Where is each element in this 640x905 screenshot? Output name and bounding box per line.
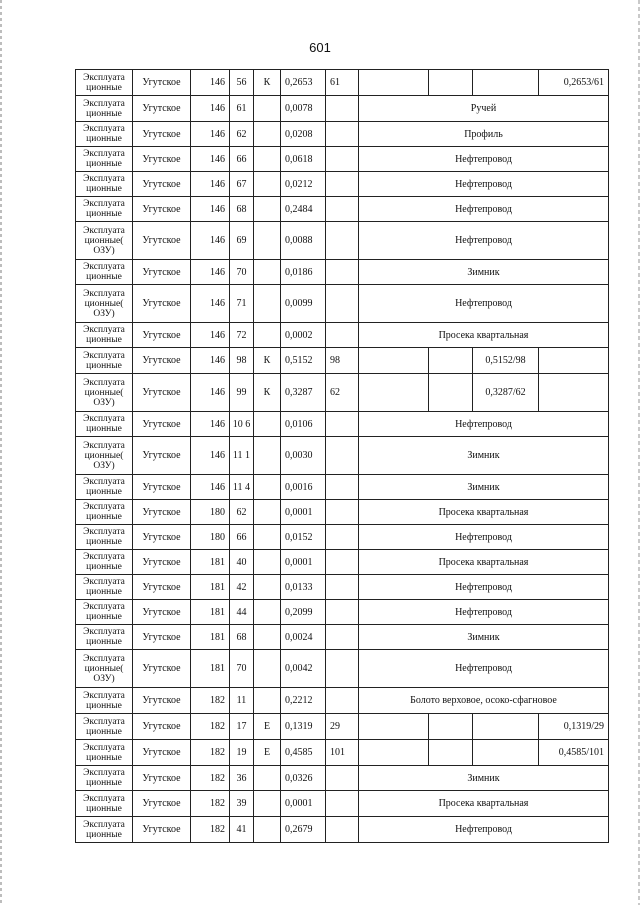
- table-row: [76, 688, 609, 714]
- category-cell: Эксплуата ционные: [76, 500, 133, 525]
- area-cell: 0,0186: [281, 260, 326, 285]
- forestry-cell: Угутское: [133, 348, 191, 374]
- forestry-cell: Угутское: [133, 740, 191, 766]
- land-type-cell: Нефтепровод: [359, 285, 609, 323]
- table-row: [76, 766, 609, 791]
- land-type-cell: Нефтепровод: [359, 222, 609, 260]
- table-row: [76, 575, 609, 600]
- stock-cell: 98: [326, 348, 359, 374]
- area-cell: 0,0133: [281, 575, 326, 600]
- land-type-cell: Нефтепровод: [359, 575, 609, 600]
- quarter-cell: 146: [191, 374, 230, 412]
- stock-cell: [326, 550, 359, 575]
- category-cell: Эксплуата ционные: [76, 600, 133, 625]
- category-cell: Эксплуата ционные( ОЗУ): [76, 374, 133, 412]
- category-cell: Эксплуата ционные: [76, 740, 133, 766]
- allotment-cell: 98: [230, 348, 254, 374]
- species-mark-cell: [254, 147, 281, 172]
- stock-cell: [326, 688, 359, 714]
- quarter-cell: 182: [191, 791, 230, 817]
- area-cell: 0,2099: [281, 600, 326, 625]
- table-row: [76, 323, 609, 348]
- stock-cell: [326, 817, 359, 843]
- ratio-cell: 0,4585/101: [539, 740, 609, 766]
- quarter-cell: 180: [191, 525, 230, 550]
- species-mark-cell: [254, 688, 281, 714]
- land-type-cell: Зимник: [359, 766, 609, 791]
- ratio-cell: 0,5152/98: [473, 348, 539, 374]
- stock-cell: 62: [326, 374, 359, 412]
- forestry-cell: Угутское: [133, 374, 191, 412]
- species-mark-cell: [254, 650, 281, 688]
- table-row: [76, 437, 609, 475]
- table-row: [76, 285, 609, 323]
- species-mark-cell: [254, 260, 281, 285]
- table-row: [76, 791, 609, 817]
- area-cell: 0,0042: [281, 650, 326, 688]
- forest-plot-table: [75, 69, 609, 843]
- species-mark-cell: [254, 172, 281, 197]
- category-cell: Эксплуата ционные: [76, 625, 133, 650]
- allotment-cell: 44: [230, 600, 254, 625]
- allotment-cell: 66: [230, 147, 254, 172]
- table-row: [76, 172, 609, 197]
- category-cell: Эксплуата ционные: [76, 817, 133, 843]
- area-cell: 0,4585: [281, 740, 326, 766]
- empty-cell: [429, 374, 473, 412]
- empty-cell: [473, 714, 539, 740]
- area-cell: 0,0106: [281, 412, 326, 437]
- allotment-cell: 61: [230, 96, 254, 122]
- stock-cell: [326, 147, 359, 172]
- allotment-cell: 19: [230, 740, 254, 766]
- quarter-cell: 146: [191, 475, 230, 500]
- stock-cell: 61: [326, 70, 359, 96]
- land-type-cell: Зимник: [359, 437, 609, 475]
- land-type-cell: Болото верховое, осоко-сфагновое: [359, 688, 609, 714]
- forestry-cell: Угутское: [133, 575, 191, 600]
- forestry-cell: Угутское: [133, 650, 191, 688]
- quarter-cell: 146: [191, 412, 230, 437]
- allotment-cell: 17: [230, 714, 254, 740]
- quarter-cell: 146: [191, 147, 230, 172]
- quarter-cell: 146: [191, 222, 230, 260]
- allotment-cell: 62: [230, 122, 254, 147]
- species-mark-cell: [254, 197, 281, 222]
- stock-cell: [326, 791, 359, 817]
- stock-cell: [326, 525, 359, 550]
- forestry-cell: Угутское: [133, 437, 191, 475]
- area-cell: 0,0001: [281, 500, 326, 525]
- ratio-cell: 0,1319/29: [539, 714, 609, 740]
- species-mark-cell: Е: [254, 740, 281, 766]
- table-row: [76, 600, 609, 625]
- forestry-cell: Угутское: [133, 600, 191, 625]
- forestry-cell: Угутское: [133, 625, 191, 650]
- forestry-cell: Угутское: [133, 172, 191, 197]
- category-cell: Эксплуата ционные: [76, 197, 133, 222]
- quarter-cell: 181: [191, 575, 230, 600]
- quarter-cell: 146: [191, 96, 230, 122]
- table-row: [76, 714, 609, 740]
- stock-cell: [326, 600, 359, 625]
- stock-cell: [326, 766, 359, 791]
- allotment-cell: 70: [230, 260, 254, 285]
- species-mark-cell: К: [254, 348, 281, 374]
- land-type-cell: Просека квартальная: [359, 791, 609, 817]
- quarter-cell: 146: [191, 70, 230, 96]
- forestry-cell: Угутское: [133, 500, 191, 525]
- table-row: [76, 122, 609, 147]
- table-row: [76, 625, 609, 650]
- land-type-cell: Зимник: [359, 625, 609, 650]
- land-type-cell: Нефтепровод: [359, 197, 609, 222]
- species-mark-cell: [254, 625, 281, 650]
- quarter-cell: 181: [191, 650, 230, 688]
- scan-edge-left: [0, 0, 2, 905]
- category-cell: Эксплуата ционные: [76, 791, 133, 817]
- area-cell: 0,1319: [281, 714, 326, 740]
- quarter-cell: 146: [191, 260, 230, 285]
- stock-cell: [326, 437, 359, 475]
- empty-cell: [359, 348, 429, 374]
- species-mark-cell: [254, 550, 281, 575]
- forestry-cell: Угутское: [133, 285, 191, 323]
- allotment-cell: 70: [230, 650, 254, 688]
- allotment-cell: 11: [230, 688, 254, 714]
- forestry-cell: Угутское: [133, 323, 191, 348]
- forestry-cell: Угутское: [133, 147, 191, 172]
- empty-cell: [473, 740, 539, 766]
- table-row: [76, 525, 609, 550]
- forestry-cell: Угутское: [133, 766, 191, 791]
- area-cell: 0,0030: [281, 437, 326, 475]
- species-mark-cell: [254, 817, 281, 843]
- quarter-cell: 182: [191, 740, 230, 766]
- species-mark-cell: К: [254, 70, 281, 96]
- empty-cell: [359, 374, 429, 412]
- table-row: [76, 475, 609, 500]
- allotment-cell: 41: [230, 817, 254, 843]
- area-cell: 0,0212: [281, 172, 326, 197]
- area-cell: 0,0099: [281, 285, 326, 323]
- page-number: 601: [309, 40, 331, 55]
- empty-cell: [359, 740, 429, 766]
- area-cell: 0,5152: [281, 348, 326, 374]
- table-row: [76, 348, 609, 374]
- land-type-cell: Нефтепровод: [359, 147, 609, 172]
- category-cell: Эксплуата ционные: [76, 122, 133, 147]
- quarter-cell: 180: [191, 500, 230, 525]
- category-cell: Эксплуата ционные: [76, 575, 133, 600]
- species-mark-cell: [254, 122, 281, 147]
- table-row: [76, 96, 609, 122]
- allotment-cell: 56: [230, 70, 254, 96]
- table-row: [76, 197, 609, 222]
- forestry-cell: Угутское: [133, 197, 191, 222]
- land-type-cell: Нефтепровод: [359, 525, 609, 550]
- stock-cell: [326, 475, 359, 500]
- category-cell: Эксплуата ционные: [76, 714, 133, 740]
- category-cell: Эксплуата ционные: [76, 688, 133, 714]
- species-mark-cell: [254, 525, 281, 550]
- area-cell: 0,0016: [281, 475, 326, 500]
- allotment-cell: 66: [230, 525, 254, 550]
- table-row: [76, 740, 609, 766]
- area-cell: 0,0001: [281, 550, 326, 575]
- area-cell: 0,0024: [281, 625, 326, 650]
- allotment-cell: 10 6: [230, 412, 254, 437]
- forestry-cell: Угутское: [133, 122, 191, 147]
- forestry-cell: Угутское: [133, 791, 191, 817]
- forestry-cell: Угутское: [133, 222, 191, 260]
- area-cell: 0,2212: [281, 688, 326, 714]
- allotment-cell: 69: [230, 222, 254, 260]
- stock-cell: [326, 222, 359, 260]
- land-type-cell: Зимник: [359, 260, 609, 285]
- allotment-cell: 42: [230, 575, 254, 600]
- species-mark-cell: [254, 222, 281, 260]
- category-cell: Эксплуата ционные: [76, 766, 133, 791]
- land-type-cell: Нефтепровод: [359, 600, 609, 625]
- quarter-cell: 146: [191, 172, 230, 197]
- category-cell: Эксплуата ционные: [76, 348, 133, 374]
- stock-cell: [326, 412, 359, 437]
- quarter-cell: 146: [191, 197, 230, 222]
- species-mark-cell: [254, 500, 281, 525]
- stock-cell: [326, 323, 359, 348]
- area-cell: 0,3287: [281, 374, 326, 412]
- land-type-cell: Просека квартальная: [359, 323, 609, 348]
- stock-cell: 29: [326, 714, 359, 740]
- stock-cell: [326, 575, 359, 600]
- quarter-cell: 146: [191, 285, 230, 323]
- forestry-cell: Угутское: [133, 475, 191, 500]
- category-cell: Эксплуата ционные( ОЗУ): [76, 650, 133, 688]
- category-cell: Эксплуата ционные: [76, 260, 133, 285]
- species-mark-cell: [254, 285, 281, 323]
- ratio-cell: 0,3287/62: [473, 374, 539, 412]
- land-type-cell: Ручей: [359, 96, 609, 122]
- table-row: [76, 260, 609, 285]
- area-cell: 0,2679: [281, 817, 326, 843]
- species-mark-cell: [254, 766, 281, 791]
- quarter-cell: 182: [191, 688, 230, 714]
- quarter-cell: 181: [191, 550, 230, 575]
- land-type-cell: Зимник: [359, 475, 609, 500]
- allotment-cell: 68: [230, 625, 254, 650]
- quarter-cell: 146: [191, 348, 230, 374]
- category-cell: Эксплуата ционные: [76, 323, 133, 348]
- allotment-cell: 40: [230, 550, 254, 575]
- forestry-cell: Угутское: [133, 550, 191, 575]
- forestry-cell: Угутское: [133, 70, 191, 96]
- stock-cell: [326, 500, 359, 525]
- quarter-cell: 182: [191, 766, 230, 791]
- allotment-cell: 39: [230, 791, 254, 817]
- allotment-cell: 67: [230, 172, 254, 197]
- quarter-cell: 182: [191, 817, 230, 843]
- area-cell: 0,0078: [281, 96, 326, 122]
- table-row: [76, 412, 609, 437]
- species-mark-cell: К: [254, 374, 281, 412]
- empty-cell: [359, 70, 429, 96]
- quarter-cell: 146: [191, 122, 230, 147]
- forestry-cell: Угутское: [133, 412, 191, 437]
- stock-cell: [326, 625, 359, 650]
- category-cell: Эксплуата ционные: [76, 172, 133, 197]
- allotment-cell: 36: [230, 766, 254, 791]
- stock-cell: [326, 122, 359, 147]
- category-cell: Эксплуата ционные: [76, 475, 133, 500]
- area-cell: 0,0618: [281, 147, 326, 172]
- table-row: [76, 374, 609, 412]
- stock-cell: [326, 650, 359, 688]
- category-cell: Эксплуата ционные( ОЗУ): [76, 285, 133, 323]
- quarter-cell: 146: [191, 437, 230, 475]
- empty-cell: [473, 70, 539, 96]
- quarter-cell: 181: [191, 600, 230, 625]
- land-type-cell: Нефтепровод: [359, 172, 609, 197]
- species-mark-cell: [254, 323, 281, 348]
- table-row: [76, 222, 609, 260]
- species-mark-cell: [254, 96, 281, 122]
- table-row: [76, 147, 609, 172]
- area-cell: 0,0208: [281, 122, 326, 147]
- category-cell: Эксплуата ционные: [76, 525, 133, 550]
- category-cell: Эксплуата ционные: [76, 70, 133, 96]
- forestry-cell: Угутское: [133, 96, 191, 122]
- forestry-cell: Угутское: [133, 688, 191, 714]
- area-cell: 0,2484: [281, 197, 326, 222]
- empty-cell: [539, 348, 609, 374]
- area-cell: 0,0152: [281, 525, 326, 550]
- forestry-cell: Угутское: [133, 525, 191, 550]
- land-type-cell: Просека квартальная: [359, 550, 609, 575]
- table-row: [76, 650, 609, 688]
- area-cell: 0,0002: [281, 323, 326, 348]
- species-mark-cell: [254, 475, 281, 500]
- forestry-cell: Угутское: [133, 260, 191, 285]
- empty-cell: [429, 714, 473, 740]
- species-mark-cell: [254, 437, 281, 475]
- quarter-cell: 146: [191, 323, 230, 348]
- stock-cell: [326, 285, 359, 323]
- land-type-cell: Просека квартальная: [359, 500, 609, 525]
- area-cell: 0,0088: [281, 222, 326, 260]
- species-mark-cell: [254, 412, 281, 437]
- species-mark-cell: [254, 575, 281, 600]
- category-cell: Эксплуата ционные: [76, 412, 133, 437]
- allotment-cell: 11 4: [230, 475, 254, 500]
- species-mark-cell: [254, 600, 281, 625]
- category-cell: Эксплуата ционные: [76, 96, 133, 122]
- stock-cell: [326, 197, 359, 222]
- empty-cell: [429, 70, 473, 96]
- land-type-cell: Нефтепровод: [359, 412, 609, 437]
- table-row: [76, 70, 609, 96]
- area-cell: 0,0001: [281, 791, 326, 817]
- table-row: [76, 817, 609, 843]
- category-cell: Эксплуата ционные( ОЗУ): [76, 437, 133, 475]
- allotment-cell: 68: [230, 197, 254, 222]
- land-type-cell: Нефтепровод: [359, 817, 609, 843]
- stock-cell: 101: [326, 740, 359, 766]
- area-cell: 0,0326: [281, 766, 326, 791]
- quarter-cell: 181: [191, 625, 230, 650]
- empty-cell: [429, 740, 473, 766]
- ratio-cell: 0,2653/61: [539, 70, 609, 96]
- area-cell: 0,2653: [281, 70, 326, 96]
- stock-cell: [326, 172, 359, 197]
- table-row: [76, 550, 609, 575]
- allotment-cell: 99: [230, 374, 254, 412]
- stock-cell: [326, 96, 359, 122]
- category-cell: Эксплуата ционные( ОЗУ): [76, 222, 133, 260]
- allotment-cell: 71: [230, 285, 254, 323]
- allotment-cell: 72: [230, 323, 254, 348]
- empty-cell: [539, 374, 609, 412]
- quarter-cell: 182: [191, 714, 230, 740]
- land-type-cell: Нефтепровод: [359, 650, 609, 688]
- category-cell: Эксплуата ционные: [76, 147, 133, 172]
- forestry-cell: Угутское: [133, 817, 191, 843]
- empty-cell: [429, 348, 473, 374]
- stock-cell: [326, 260, 359, 285]
- land-type-cell: Профиль: [359, 122, 609, 147]
- species-mark-cell: [254, 791, 281, 817]
- table-row: [76, 500, 609, 525]
- species-mark-cell: Е: [254, 714, 281, 740]
- category-cell: Эксплуата ционные: [76, 550, 133, 575]
- allotment-cell: 62: [230, 500, 254, 525]
- allotment-cell: 11 1: [230, 437, 254, 475]
- forestry-cell: Угутское: [133, 714, 191, 740]
- empty-cell: [359, 714, 429, 740]
